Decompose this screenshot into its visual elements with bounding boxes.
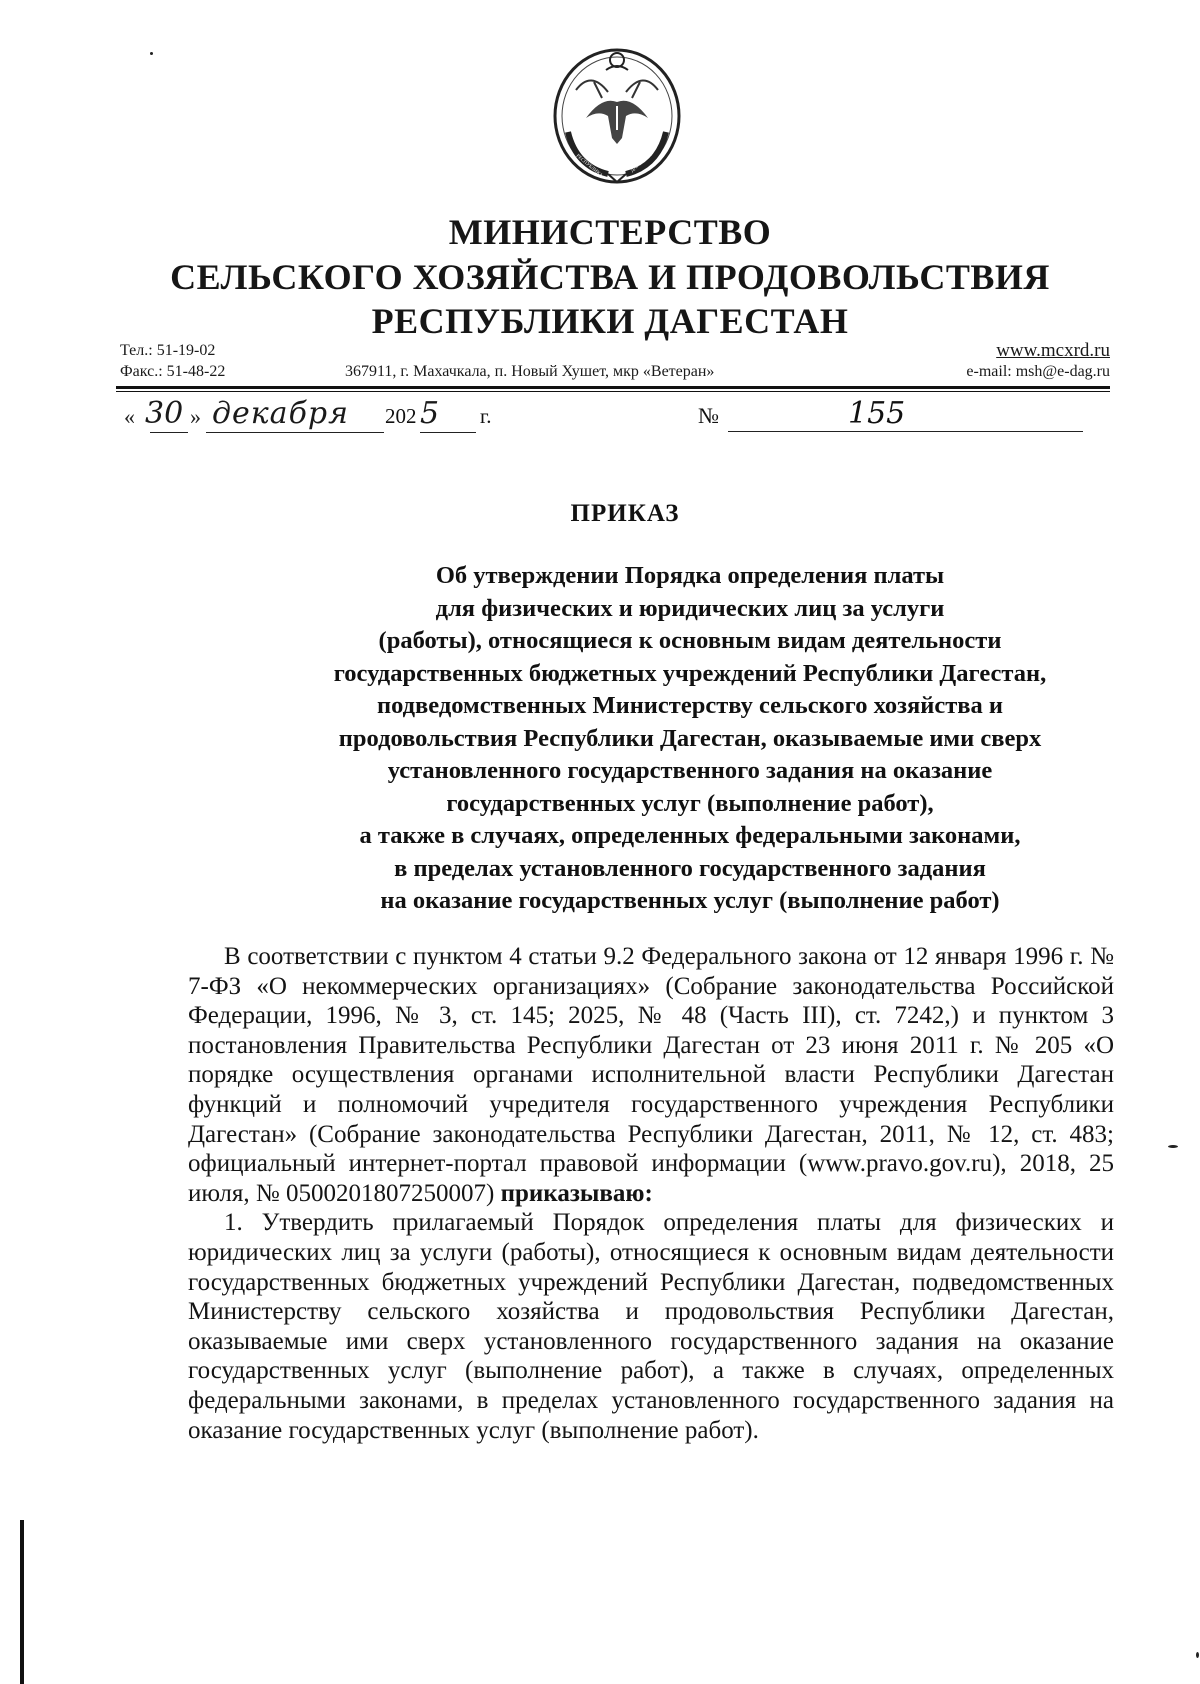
order-heading: ПРИКАЗ [570, 500, 680, 527]
coat-of-arms-icon [546, 40, 688, 188]
item-1-paragraph: 1. Утвердить прилагаемый Порядок определения платы для физических и юридических лиц за услуги (работы), относящиеся к основным видам деятельности государственных бюджетных учреждений Республики Дагестан, подведомственных Министерству сельского хозяйства и продовольствия Республики Дагестан, оказываемые ими сверх установленного государственного задания на оказание государственных услуг (выполнение работ), а также в случаях, определенных федеральными законами, в пределах установленного государственного задания на оказание государственных услуг (выполнение работ). [188, 1209, 1114, 1444]
email-address[interactable]: e-mail: msh@e-dag.ru [966, 363, 1110, 380]
order-subject [240, 560, 1140, 918]
subject-line: а также в случаях, определенных федеральными законами, [359, 822, 1021, 849]
preamble-paragraph [188, 942, 1114, 1208]
decree-word: приказываю: [500, 1179, 653, 1207]
subject-line: продовольствия Республики Дагестан, оказываемые ими сверх [338, 724, 1042, 752]
number-label: № [698, 403, 719, 428]
month-underline [206, 432, 384, 433]
handwritten-day: 30 [145, 396, 184, 431]
subject-line: установленного государственного задания на оказание [387, 757, 993, 784]
fax-number: Факс.: 51-48-22 [120, 363, 226, 380]
ministry-title-line-3: РЕСПУБЛИКИ ДАГЕСТАН [371, 301, 849, 341]
scan-margin-artifact [20, 1520, 24, 1684]
subject-line: в пределах установленного государственного задания [394, 854, 986, 882]
year-suffix: г. [480, 404, 492, 428]
scan-speck [1168, 1145, 1178, 1148]
subject-line: (работы), относящиеся к основным видам деятельности [378, 627, 1002, 654]
scan-speck [150, 52, 153, 55]
ministry-title-line-2: СЕЛЬСКОГО ХОЗЯЙСТВА И ПРОДОВОЛЬСТВИЯ [170, 257, 1050, 297]
number-underline [728, 431, 1083, 432]
registration-date [120, 396, 520, 434]
subject-line: подведомственных Министерству сельского хозяйства и [377, 692, 1003, 719]
phone-number: Тел.: 51-19-02 [120, 342, 216, 359]
svg-text:ДАГЕСТАН: ДАГЕСТАН [630, 152, 654, 174]
subject-line: Об утверждении Порядка определения платы [435, 562, 945, 589]
website-link[interactable]: www.mcxrd.ru [996, 340, 1110, 361]
header-divider-thin [116, 391, 1110, 392]
handwritten-year-digit: 5 [420, 396, 440, 431]
date-quote-close: » [190, 404, 201, 429]
svg-text:РЕСПУБЛИКА: РЕСПУБЛИКА [574, 153, 604, 179]
handwritten-order-number: 155 [848, 396, 906, 431]
header-divider-thick [116, 386, 1110, 389]
postal-address: 367911, г. Махачкала, п. Новый Хушет, мкр «Ветеран» [345, 363, 715, 380]
year-prefix: 202 [385, 404, 417, 428]
order-body [188, 942, 1114, 1445]
subject-line: государственных бюджетных учреждений Республики Дагестан, [333, 659, 1047, 687]
subject-line: государственных услуг (выполнение работ), [446, 789, 934, 817]
day-underline [150, 432, 188, 433]
preamble-text: В соответствии с пунктом 4 статьи 9.2 Федерального закона от 12 января 1996 г. № 7-ФЗ «О некоммерческих организациях» (Собрание законодательства Российской Федерации, 1996, № 3, ст. 145; 2025, № 48 (Часть III), ст. 7242,) и пунктом 3 постановления Правительства Республики Дагестан от 23 июня 2011 г. № 205 «О порядке осуществления органами исполнительной власти Республики Дагестан функций и полномочий учредителя государственного учреждения Республики Дагестан» (Собрание законодательства Республики Дагестан, 2011, № 12, ст. 483; официальный интернет-портал правовой информации (www.pravo.gov.ru), 2018, 25 июля, № 0500201807250007) [188, 943, 1114, 1207]
ministry-title-line-1: МИНИСТЕРСТВО [448, 212, 772, 252]
scan-speck [1196, 1652, 1199, 1658]
year-underline [420, 432, 476, 433]
subject-line: для физических и юридических лиц за услуги [435, 594, 945, 622]
date-quote-open: « [124, 404, 135, 429]
handwritten-month: декабря [212, 396, 349, 431]
subject-line: на оказание государственных услуг (выполнение работ) [380, 887, 1000, 914]
